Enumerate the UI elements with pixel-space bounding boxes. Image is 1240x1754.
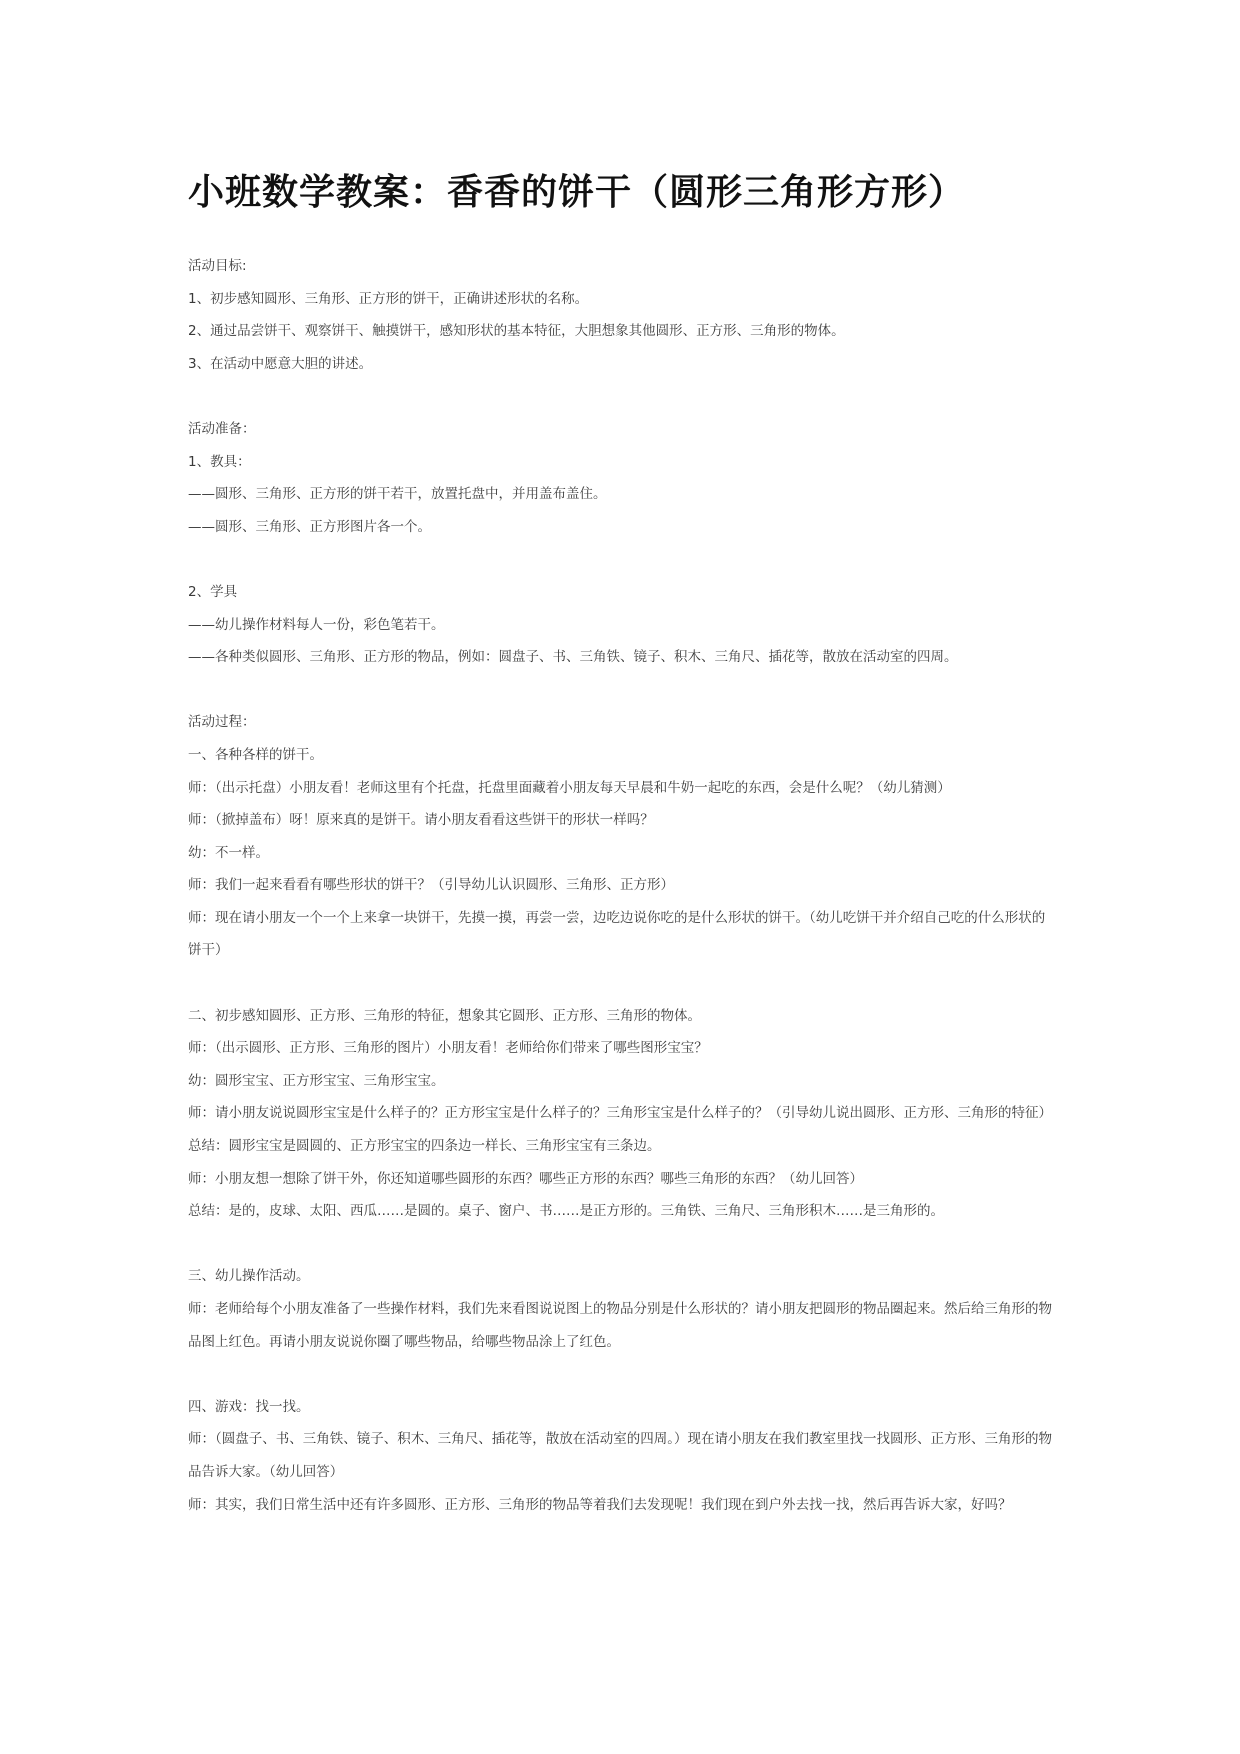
paragraph-gap [188, 1358, 1056, 1391]
body-line: 总结：是的，皮球、太阳、西瓜……是圆的。桌子、窗户、书……是正方形的。三角铁、三角尺、三角形积木……是三角形的。 [188, 1203, 944, 1220]
paragraph-gap [188, 674, 1056, 707]
body-line: 1、教具： [188, 453, 251, 470]
body-line: ——幼儿操作材料每人一份，彩色笔若干。 [188, 616, 445, 633]
body-line: 师：我们一起来看看有哪些形状的饼干？（引导幼儿认识圆形、三角形、正方形） [188, 877, 674, 894]
body-line: 1、初步感知圆形、三角形、正方形的饼干，正确讲述形状的名称。 [188, 290, 589, 307]
body-line: 总结：圆形宝宝是圆圆的、正方形宝宝的四条边一样长、三角形宝宝有三条边。 [188, 1138, 661, 1155]
body-line: 师：其实，我们日常生活中还有许多圆形、正方形、三角形的物品等着我们去发现呢！我们现在到户外去找一找，然后再告诉大家，好吗？ [188, 1496, 1012, 1513]
body-line: 师：老师给每个小朋友准备了一些操作材料，我们先来看图说说图上的物品分别是什么形状的？请小朋友把圆形的物品圈起来。然后给三角形的物品图上红色。再请小朋友说说你圈了哪些物品，给哪些物品涂上了红色。 [188, 1301, 1052, 1350]
document-title: 小班数学教案：香香的饼干（圆形三角形方形） [188, 171, 966, 213]
body-line: 活动目标: [188, 258, 247, 274]
body-line: 2、通过品尝饼干、观察饼干、触摸饼干，感知形状的基本特征，大胆想象其他圆形、正方形、三角形的物体。 [188, 323, 845, 340]
body-line: 师：（掀掉盖布）呀！原来真的是饼干。请小朋友看看这些饼干的形状一样吗？ [188, 812, 654, 829]
body-line: ——各种类似圆形、三角形、正方形的物品，例如：圆盘子、书、三角铁、镜子、积木、三角尺、插花等，散放在活动室的四周。 [188, 649, 958, 666]
paragraph-gap [188, 543, 1056, 576]
paragraph-gap [188, 380, 1056, 413]
body-line: 幼：不一样。 [188, 844, 269, 861]
body-line: 师：（出示圆形、正方形、三角形的图片）小朋友看！老师给你们带来了哪些图形宝宝？ [188, 1040, 708, 1057]
document-body [188, 250, 1056, 1521]
body-line: 一、各种各样的饼干。 [188, 746, 323, 763]
body-line: 活动准备： [188, 420, 256, 437]
body-line: 活动过程： [188, 714, 256, 731]
body-line: 幼：圆形宝宝、正方形宝宝、三角形宝宝。 [188, 1072, 445, 1089]
body-line: ——圆形、三角形、正方形的饼干若干，放置托盘中，并用盖布盖住。 [188, 486, 607, 503]
body-line: 师：现在请小朋友一个一个上来拿一块饼干，先摸一摸，再尝一尝，边吃边说你吃的是什么形状的饼干。（幼儿吃饼干并介绍自己吃的什么形状的饼干） [188, 909, 1046, 959]
paragraph-gap [188, 967, 1056, 1000]
body-line: 师：小朋友想一想除了饼干外，你还知道哪些圆形的东西？哪些正方形的东西？哪些三角形的东西？（幼儿回答） [188, 1170, 863, 1187]
body-line: 师：（圆盘子、书、三角铁、镜子、积木、三角尺、插花等，散放在活动室的四周。）现在请小朋友在我们教室里找一找圆形、正方形、三角形的物品告诉大家。（幼儿回答） [188, 1431, 1052, 1480]
body-line: 师：（出示托盘）小朋友看！老师这里有个托盘，托盘里面藏着小朋友每天早晨和牛奶一起吃的东西，会是什么呢？（幼儿猜测） [188, 779, 951, 796]
body-line: 四、游戏：找一找。 [188, 1398, 310, 1415]
body-line: 2、学具 [188, 583, 238, 600]
body-line: ——圆形、三角形、正方形图片各一个。 [188, 518, 431, 535]
body-line: 3、在活动中愿意大胆的讲述。 [188, 355, 373, 372]
body-line: 师：请小朋友说说圆形宝宝是什么样子的？正方形宝宝是什么样子的？三角形宝宝是什么样子的？（引导幼儿说出圆形、正方形、三角形的特征） [188, 1105, 1052, 1122]
body-line: 二、初步感知圆形、正方形、三角形的特征，想象其它圆形、正方形、三角形的物体。 [188, 1007, 701, 1024]
body-line: 三、幼儿操作活动。 [188, 1268, 310, 1285]
paragraph-gap [188, 1228, 1056, 1261]
